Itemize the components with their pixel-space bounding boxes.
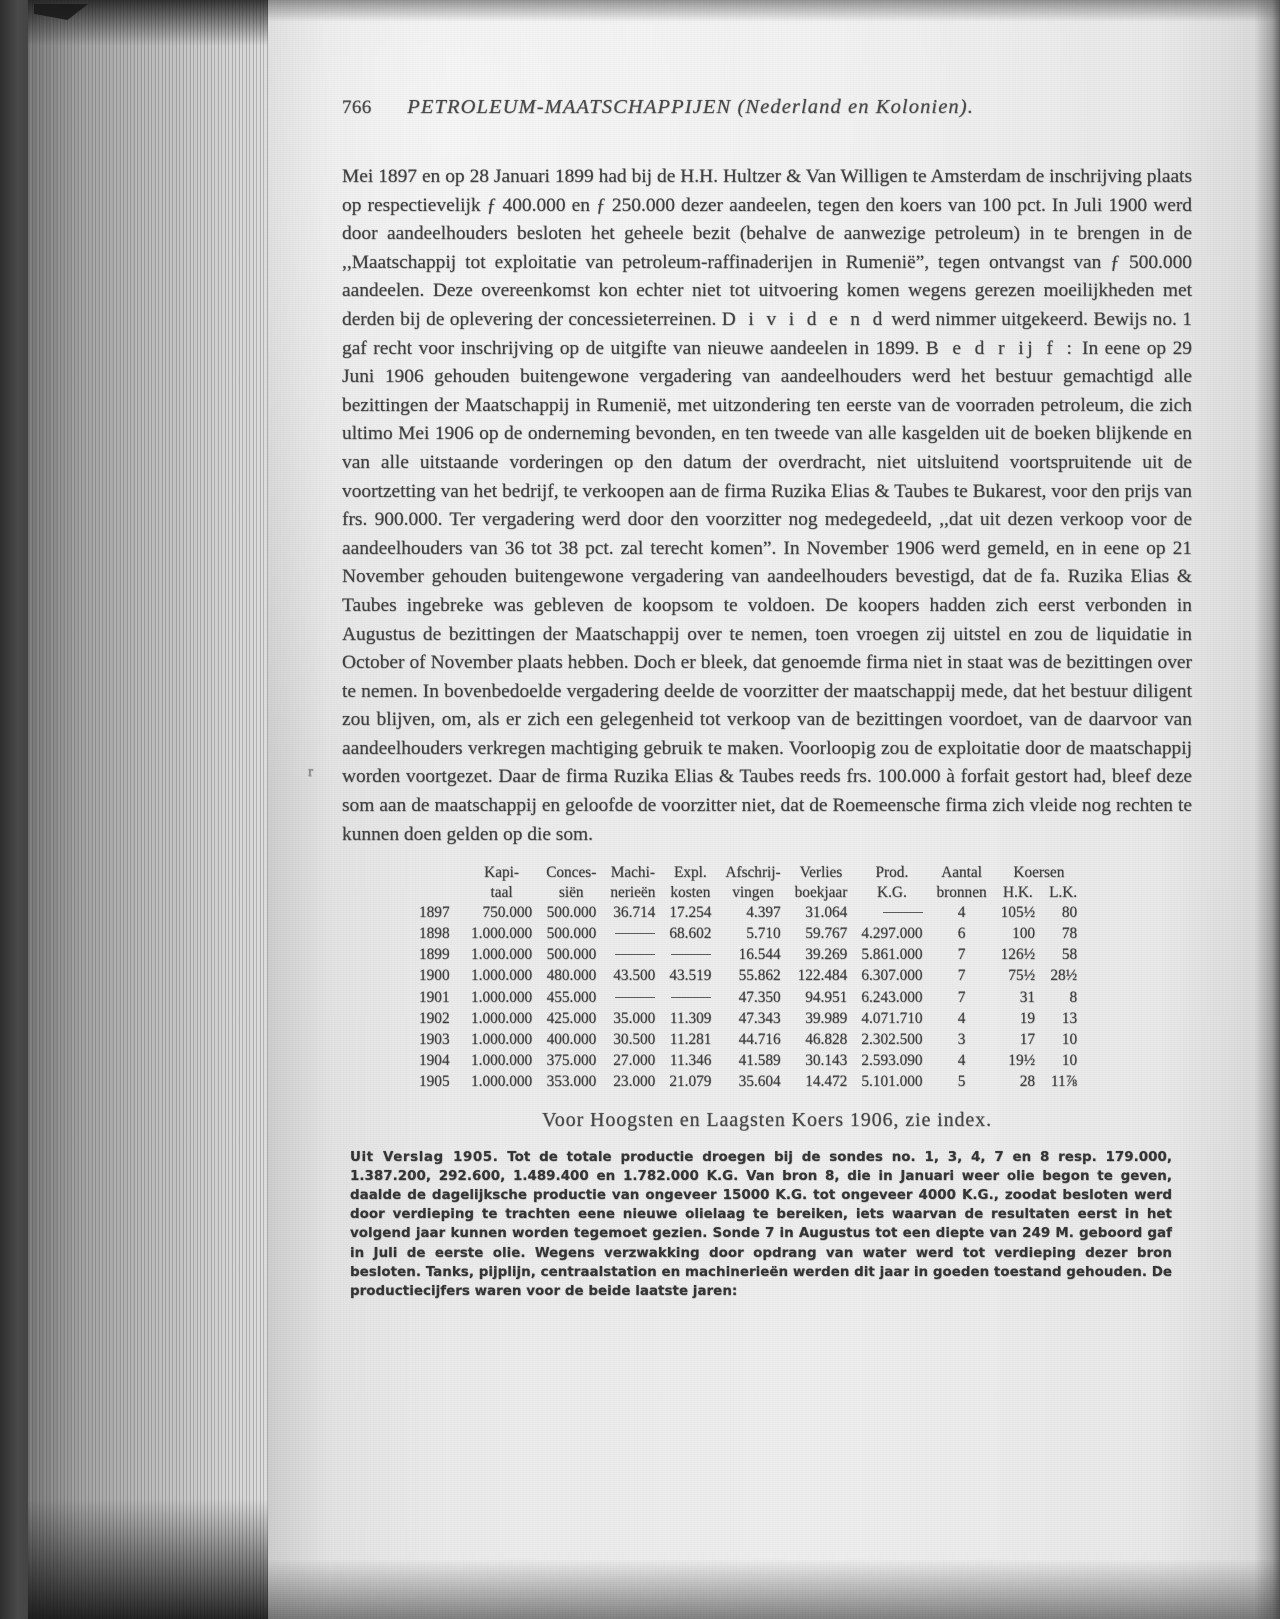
body-text	[342, 163, 1192, 849]
cell-afschrijvingen: 35.604	[738, 1073, 781, 1091]
cell-laagste-koers: 10	[1061, 1052, 1078, 1070]
th-prod-top: Prod.	[875, 864, 909, 882]
cell-kapitaal: 1.000.000	[471, 1052, 533, 1070]
em-dash-placeholder	[671, 954, 711, 955]
cell-concessien: 425.000	[546, 1009, 597, 1027]
cell-kapitaal: 1.000.000	[471, 1030, 533, 1048]
running-title: PETROLEUM-MAATSCHAPPIJEN (Nederland en Kolonien).	[407, 96, 974, 118]
em-dash-placeholder	[615, 954, 655, 955]
th-concessien-top: Conces-	[546, 864, 597, 882]
financial-table-body	[412, 902, 1084, 1093]
page-right-shading	[1254, 0, 1280, 1619]
cell-prod-kg: 5.861.000	[861, 946, 923, 964]
cell-verlies-boekjaar: 31.064	[805, 903, 848, 921]
cell-hoogste-koers: 19	[1019, 1009, 1036, 1027]
cell-laagste-koers: 28½	[1050, 967, 1078, 985]
table-row	[412, 1072, 1084, 1093]
cell-verlies-boekjaar: 94.951	[805, 988, 848, 1006]
cell-laagste-koers: 13	[1061, 1009, 1078, 1027]
cell-hoogste-koers: 126½	[1000, 946, 1036, 964]
cell-prod-kg: 4.297.000	[861, 924, 923, 942]
th-aantal-top: Aantal	[941, 864, 982, 882]
cell-concessien: 400.000	[546, 1030, 597, 1048]
report-body: Tot de totale productie droegen bij de sondes no. 1, 3, 4, 7 en 8 resp. 179.000, 1.387.200, 292.600, 1.489.400 en 1.782.000 K.G. Van bron 8, die in Januari weer olie begon te geven, daalde de dagelijksche productie van ongeveer 15000 K.G. tot ongeveer 4000 K.G., zoodat besloten werd door verdieping te trachten eene nieuwe olielaag te bereiken, iets waarvan de resultaten eerst in het volgend jaar kunnen worden tegemoet gezien. Sonde 7 in Augustus tot een diepte van 249 M. geboord gaf in Juli de eerste olie. Wegens verzwakking door opdrang van water werd tot verdieping dezer bron besloten. Tanks, pijplijn, centraalstation en machinerieën werden dit jaar in goeden toestand gehouden. De productiecijfers waren voor de beide laatste jaren:	[350, 1150, 1172, 1299]
th-verlies-bottom: boekjaar	[794, 883, 848, 901]
cell-hoogste-koers: 105½	[1000, 903, 1036, 921]
cell-verlies-boekjaar: 30.143	[805, 1052, 848, 1070]
cell-machinerieen	[603, 923, 662, 944]
th-prod-bottom: K.G.	[877, 883, 907, 901]
cell-expl-kosten: 11.281	[669, 1030, 712, 1048]
cell-verlies-boekjaar: 122.484	[797, 967, 848, 985]
text-column	[342, 96, 1192, 1301]
cell-kapitaal: 1.000.000	[471, 946, 533, 964]
th-machinerieen-bottom: nerieën	[610, 883, 656, 901]
th-laagste-koers: L.K.	[1049, 883, 1078, 901]
cell-expl-kosten: 11.309	[669, 1009, 712, 1027]
cell-laagste-koers: 58	[1061, 946, 1078, 964]
cell-kapitaal: 1.000.000	[471, 988, 533, 1006]
cell-hoogste-koers: 17	[1019, 1030, 1036, 1048]
table-row	[412, 902, 1084, 923]
table-header-row-bottom	[412, 883, 1084, 903]
cell-machinerieen	[603, 987, 662, 1008]
cell-expl-kosten	[662, 945, 718, 966]
stack-bottom-shadow	[28, 1499, 288, 1619]
table-row	[412, 923, 1084, 944]
cell-kapitaal: 750.000	[482, 903, 533, 921]
th-verlies-top: Verlies	[799, 864, 843, 882]
cell-hoogste-koers: 100	[1012, 924, 1036, 942]
cell-year: 1897	[419, 903, 450, 921]
em-dash-placeholder	[671, 997, 711, 998]
cell-machinerieen: 43.500	[613, 967, 656, 985]
cell-prod-kg: 6.243.000	[861, 988, 923, 1006]
th-expl-kosten-top: Expl.	[674, 864, 707, 882]
cell-aantal-bronnen: 6	[957, 924, 966, 942]
th-afschrijvingen-top: Afschrij-	[725, 864, 781, 882]
cell-afschrijvingen: 44.716	[738, 1030, 781, 1048]
th-machinerieen-top: Machi-	[610, 864, 655, 882]
cell-machinerieen: 35.000	[613, 1009, 656, 1027]
cell-verlies-boekjaar: 39.269	[805, 946, 848, 964]
cell-expl-kosten: 21.079	[669, 1073, 712, 1091]
cell-concessien: 500.000	[546, 924, 597, 942]
cell-machinerieen: 23.000	[613, 1073, 656, 1091]
em-dash-placeholder	[615, 997, 655, 998]
em-dash-placeholder	[615, 933, 655, 934]
cell-verlies-boekjaar: 39.989	[805, 1009, 848, 1027]
cell-aantal-bronnen: 4	[957, 1009, 966, 1027]
cell-afschrijvingen: 4.397	[746, 903, 781, 921]
cell-prod-kg: 2.593.090	[861, 1052, 923, 1070]
cell-prod-kg	[854, 902, 929, 923]
cell-machinerieen: 30.500	[613, 1030, 656, 1048]
bedrijf-label: B e d r ij f :	[925, 337, 1076, 359]
table-row	[412, 966, 1084, 987]
cell-year: 1901	[419, 988, 450, 1006]
cell-expl-kosten: 43.519	[669, 967, 712, 985]
cell-expl-kosten: 68.602	[669, 924, 712, 942]
cell-concessien: 500.000	[546, 946, 597, 964]
page-number: 766	[342, 97, 372, 118]
cell-laagste-koers: 8	[1069, 988, 1078, 1006]
cell-afschrijvingen: 47.350	[738, 988, 781, 1006]
cell-hoogste-koers: 19½	[1008, 1052, 1036, 1070]
cell-year: 1898	[419, 924, 450, 942]
cell-hoogste-koers: 28	[1019, 1073, 1036, 1091]
th-koersen-top: Koersen	[1013, 864, 1065, 882]
cell-year: 1900	[419, 967, 450, 985]
th-kapitaal-bottom: taal	[490, 883, 513, 901]
cell-aantal-bronnen: 3	[957, 1030, 966, 1048]
th-expl-kosten-bottom: kosten	[670, 883, 711, 901]
cell-laagste-koers: 80	[1061, 903, 1078, 921]
body-paragraph	[342, 163, 1192, 849]
cell-afschrijvingen: 55.862	[738, 967, 781, 985]
cell-verlies-boekjaar: 59.767	[805, 924, 848, 942]
cell-aantal-bronnen: 7	[957, 946, 966, 964]
cell-verlies-boekjaar: 14.472	[805, 1073, 848, 1091]
cell-year: 1903	[419, 1030, 450, 1048]
cell-year: 1904	[419, 1052, 450, 1070]
cell-concessien: 480.000	[546, 967, 597, 985]
page-top-shading	[268, 0, 1280, 22]
cell-year: 1899	[419, 946, 450, 964]
cell-prod-kg: 2.302.500	[861, 1030, 923, 1048]
table-row	[412, 945, 1084, 966]
cell-aantal-bronnen: 7	[957, 967, 966, 985]
page-bottom-shading	[268, 1559, 1280, 1619]
table-row	[412, 1051, 1084, 1072]
cell-prod-kg: 4.071.710	[861, 1009, 923, 1027]
body-text-part-3: In eene op 29 Juni 1906 gehouden buitengewone vergadering van aandeelhouders werd het bestuur gemachtigd alle bezittingen der Maatschappij in Rumenië, met uitzondering ten eerste van de voorraden petroleum, die zich ultimo Mei 1906 op de onderneming bevonden, en ten tweede van alle kasgelden uit de boeken blijkende en van alle uitstaande vorderingen op den datum der overdracht, niet uitsluitend voortspruitende uit de voortzetting van het bedrijf, te verkoopen aan de firma Ruzika Elias & Taubes te Bukarest, voor den prijs van frs. 900.000. Ter vergadering werd door den voorzitter nog medegedeeld, ,,dat uit dezen verkoop voor de aandeelhouders van 36 tot 38 pct. zal terecht komen”. In November 1906 werd gemeld, en in eene op 21 November gehouden buitengewone vergadering van aandeelhouders bevestigd, dat de fa. Ruzika Elias & Taubes ingebreke was gebleven de koopsom te voldoen. De koopers hadden zich eerst verbonden in Augustus de bezittingen der Maatschappij over te nemen, toen vroegen zij uitstel en zou de liquidatie in October of November plaats hebben. Doch er bleek, dat genoemde firma niet in staat was de bezittingen over te nemen. In bovenbedoelde vergadering deelde de voorzitter der maatschappij mede, dat het bestuur diligent zou blijven, om, als er zich een gelegenheid tot verkoop van de bezittingen voordoet, van de daarvoor van aandeelhouders verkregen machtiging gebruik te maken. Voorloopig zou de exploitatie door de maatschappij worden voortgezet. Daar de firma Ruzika Elias & Taubes reeds frs. 100.000 à forfait gestort had, bleef deze som aan de maatschappij en geloofde de voorzitter niet, dat de Roemeensche firma zich vleide nog rechten te kunnen doen gelden op die som.	[342, 337, 1192, 845]
em-dash-placeholder	[883, 912, 923, 913]
table-caption: Voor Hoogsten en Laagsten Koers 1906, zie index.	[542, 1109, 992, 1132]
cell-afschrijvingen: 47.343	[738, 1009, 781, 1027]
financial-table	[412, 863, 1084, 1093]
cell-concessien: 455.000	[546, 988, 597, 1006]
cell-concessien: 353.000	[546, 1073, 597, 1091]
stray-ink-mark: r	[308, 764, 313, 780]
table-header-row-top	[412, 863, 1084, 883]
stack-top-shadow	[28, 0, 288, 46]
th-hoogste-koers: H.K.	[1002, 883, 1033, 901]
table-row	[412, 1008, 1084, 1029]
table-row	[412, 1029, 1084, 1050]
cell-expl-kosten	[662, 987, 718, 1008]
page-stack-edges	[28, 0, 276, 1619]
cell-aantal-bronnen: 4	[957, 903, 966, 921]
cell-aantal-bronnen: 5	[957, 1073, 966, 1091]
cell-year: 1902	[419, 1009, 450, 1027]
dividend-label: D i v i d e n d	[721, 308, 886, 330]
cell-hoogste-koers: 75½	[1008, 967, 1036, 985]
cell-machinerieen: 36.714	[613, 903, 656, 921]
cell-aantal-bronnen: 7	[957, 988, 966, 1006]
cell-kapitaal: 1.000.000	[471, 924, 533, 942]
th-year-top	[412, 863, 464, 883]
cell-year: 1905	[419, 1073, 450, 1091]
cell-concessien: 375.000	[546, 1052, 597, 1070]
cell-verlies-boekjaar: 46.828	[805, 1030, 848, 1048]
cell-concessien: 500.000	[546, 903, 597, 921]
cell-prod-kg: 6.307.000	[861, 967, 923, 985]
th-concessien-bottom: siën	[558, 883, 584, 901]
annual-report-note	[350, 1148, 1172, 1301]
cell-laagste-koers: 10	[1061, 1030, 1078, 1048]
th-kapitaal-top: Kapi-	[484, 864, 520, 882]
cell-hoogste-koers: 31	[1019, 988, 1036, 1006]
cell-laagste-koers: 11⅞	[1050, 1073, 1078, 1091]
cell-laagste-koers: 78	[1061, 924, 1078, 942]
cell-kapitaal: 1.000.000	[471, 1009, 533, 1027]
cell-afschrijvingen: 5.710	[746, 924, 781, 942]
cell-expl-kosten: 11.346	[669, 1052, 712, 1070]
th-afschrijvingen-bottom: vingen	[732, 883, 774, 901]
cell-expl-kosten: 17.254	[669, 903, 712, 921]
running-head	[342, 96, 1192, 119]
th-aantal-bottom: bronnen	[936, 883, 987, 901]
body-text-part-1: Mei 1897 en op 28 Januari 1899 had bij de H.H. Hultzer & Van Willigen te Amsterdam de inschrijving plaats op respectievelijk ƒ 400.000 en ƒ 250.000 dezer aandeelen, tegen den koers van 100 pct. In Juli 1900 werd door aandeelhouders besloten het geheele bezit (behalve de aanwezige petroleum) in te brengen in de ,,Maatschappij tot exploitatie van petroleum-raffinaderijen in Rumenië”, tegen ontvangst van ƒ 500.000 aandeelen. Deze overeenkomst kon echter niet tot uitvoering komen wegens gerezen moeilijkheden met derden bij de oplevering der concessieterreinen.	[342, 166, 1192, 330]
body-text-part-2: werd nimmer uitgekeerd. Bewijs no. 1 gaf recht voor inschrijving op de uitgifte van nieuwe aandeelen in 1899.	[342, 308, 1193, 359]
cell-afschrijvingen: 41.589	[738, 1052, 781, 1070]
cell-prod-kg: 5.101.000	[861, 1073, 923, 1091]
document-page	[268, 0, 1280, 1619]
report-heading: Uit Verslag 1905.	[350, 1150, 499, 1166]
th-year-bottom	[412, 883, 464, 903]
cell-afschrijvingen: 16.544	[738, 946, 781, 964]
cell-kapitaal: 1.000.000	[471, 967, 533, 985]
cell-kapitaal: 1.000.000	[471, 1073, 533, 1091]
cell-machinerieen: 27.000	[613, 1052, 656, 1070]
table-row	[412, 987, 1084, 1008]
cell-machinerieen	[603, 945, 662, 966]
cell-aantal-bronnen: 4	[957, 1052, 966, 1070]
